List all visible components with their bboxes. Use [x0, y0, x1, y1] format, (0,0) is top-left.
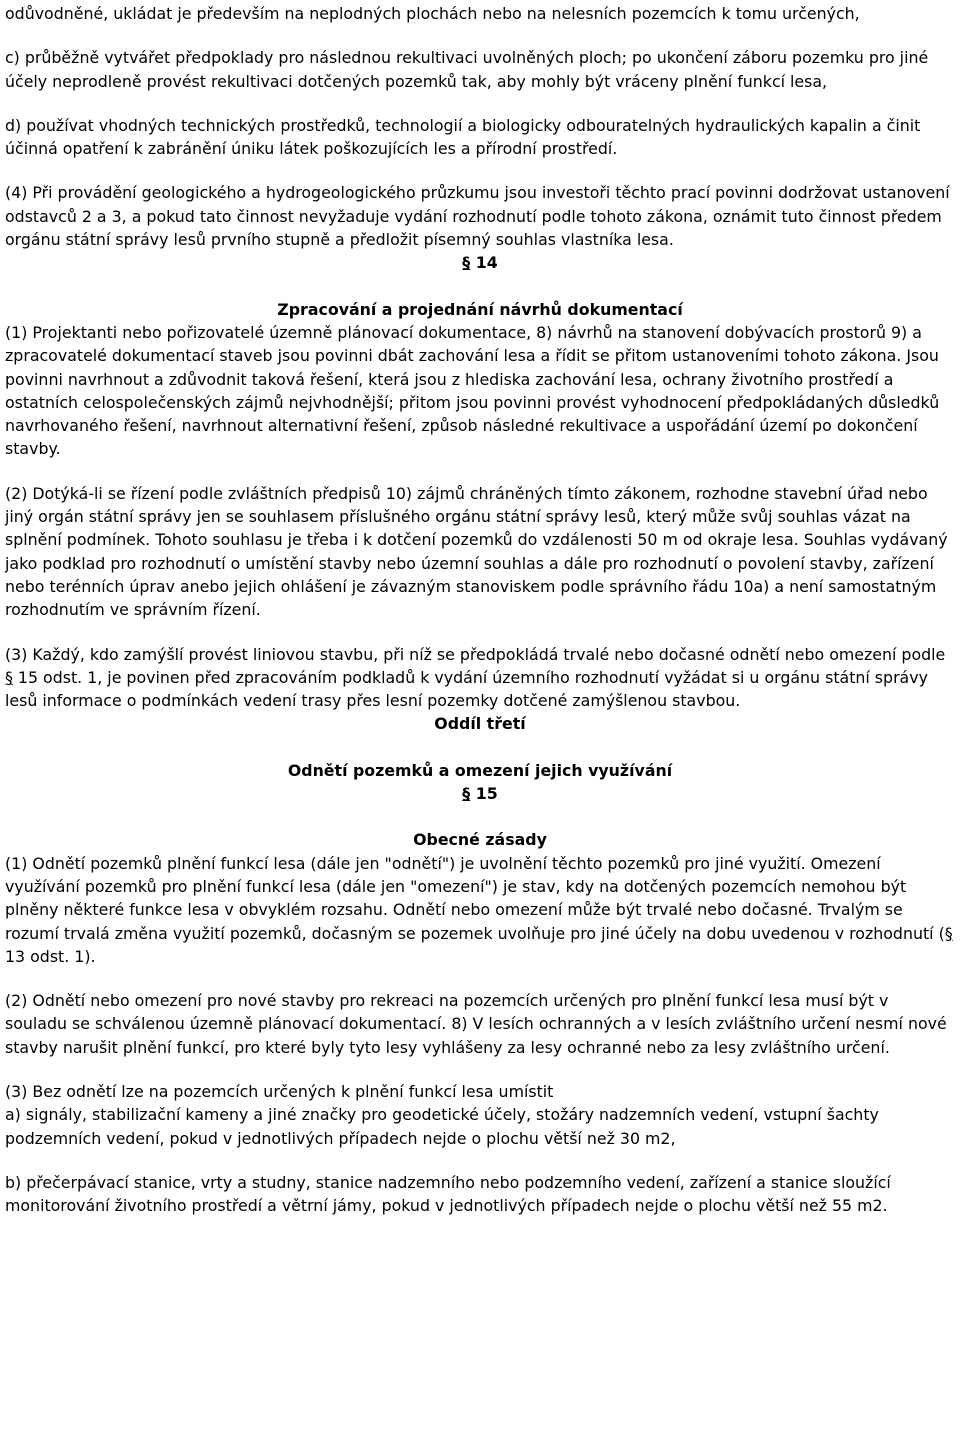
division-heading: Oddíl třetí	[434, 714, 526, 734]
paragraph-15-3-item-b: b) přečerpávací stanice, vrty a studny, stanice nadzemního nebo podzemního vedení, zařízení a stanice sloužící monitorování životního prostředí a větrní jámy, pokud v jednotlivých případech nejde o plochu větší než 55 m2.	[5, 1172, 891, 1216]
document-page	[5, 2, 955, 1217]
paragraph-15-2: (2) Odnětí nebo omezení pro nové stavby pro rekreaci na pozemcích určených pro plnění funkcí lesa musí být v souladu se schválenou územně plánovací dokumentací. 8) V lesích ochranných a v lesích zvláštního určení nesmí nové stavby narušit plnění funkcí, pro které byly tyto lesy vyhlášeny za lesy ochranné nebo za lesy zvláštního určení.	[5, 991, 947, 1057]
paragraph-14-2: (2) Dotýká-li se řízení podle zvláštních předpisů 10) zájmů chráněných tímto zákonem, rozhodne stavební úřad nebo jiný orgán státní správy jen se souhlasem příslušného orgánu státní správy lesů, který může svůj souhlas vázat na splnění podmínek. Tohoto souhlasu je třeba i k dotčení pozemků do vzdálenosti 50 m od okraje lesa. Souhlas vydávaný jako podklad pro rozhodnutí o umístění stavby nebo územní souhlas a dále pro rozhodnutí o povolení stavby, zařízení nebo terénních úprav anebo jejich ohlášení je závazným stanoviskem podle správního řádu 10a) a není samostatným rozhodnutím ve správním řízení.	[5, 483, 948, 620]
section-15-number	[5, 782, 955, 805]
paragraph-15-1-start: (1) Odnětí pozemků plnění funkcí lesa (dále jen "odnětí") je uvolnění těchto pozemků pro jiné využití. Omezení využívání pozemků pro plnění funkcí lesa (dále jen "omezení") je stav, kdy na dotčených pozemcích nemohou být plněny některé funkce lesa v obvyklém rozsahu. Odnětí nebo omezení může být trvalé nebo dočasné. Trvalým se rozumí trvalá změna využití pozemků, dočasným se pozemek uvolňuje pro jiné účely na dobu uvedenou v rozhodnutí (	[5, 853, 945, 943]
division-title: Odnětí pozemků a omezení jejich využívání	[287, 760, 673, 780]
paragraph-14-3-start: (3) Každý, kdo zamýšlí provést liniovou stavbu, při níž se předpokládá trvalé nebo dočasné odnětí nebo omezení podle	[5, 644, 946, 664]
paragraph-item-c: c) průběžně vytvářet předpoklady pro následnou rekultivaci uvolněných ploch; po ukončení záboru pozemku pro jiné účely neprodleně provést rekultivaci dotčených pozemků tak, aby mohly být vráceny plnění funkcí lesa,	[5, 48, 929, 91]
paragraph-15-3-item-a: a) signály, stabilizační kameny a jiné značky pro geodetické účely, stožáry nadzemních vedení, vstupní šachty podzemních vedení, pokud v jednotlivých případech nejde o plochu větší než 30 m2,	[5, 1105, 879, 1148]
section-sign: §	[462, 784, 471, 804]
paragraph-15-1	[5, 852, 955, 968]
section-sign-link[interactable]: §	[5, 667, 13, 687]
paragraph-item-d: d) používat vhodných technických prostředků, technologií a biologicky odbouratelných hydraulických kapalin a činit účinná opatření k zabránění úniku látek poškozujících les a přírodní prostředí.	[5, 115, 921, 159]
section-sign: §	[462, 253, 471, 273]
paragraph-14-1: (1) Projektanti nebo pořizovatelé územně plánovací dokumentace, 8) návrhů na stanovení dobývacích prostorů 9) a zpracovatelé dokumentací staveb jsou povinni dbát zachování lesa a řídit se přitom ustanoveními tohoto zákona. Jsou povinni navrhnout a zdůvodnit taková řešení, která jsou z hlediska zachování lesa, ochrany životního prostředí a ostatních celospolečenských zájmů nejvhodnější; přitom jsou povinni provést vyhodnocení předpokládaných důsledků navrhovaného řešení, navrhnout alternativní řešení, způsob následné rekultivace a uspořádání území po dokončení stavby.	[5, 322, 940, 459]
section-14-number	[5, 251, 955, 274]
section-14-heading: Zpracování a projednání návrhů dokumentací	[277, 299, 683, 319]
paragraph-14-3-end: 15 odst. 1, je povinen před zpracováním podkladů k vydání územního rozhodnutí vyžádat si u orgánu státní správy lesů informace o podmínkách vedení trasy přes lesní pozemky dotčené zamýšlenou stavbou.	[5, 667, 928, 711]
paragraph-15-3-intro: (3) Bez odnětí lze na pozemcích určených k plnění funkcí lesa umístit	[5, 1081, 554, 1101]
paragraph-15-1-end: 13 odst. 1).	[5, 946, 96, 966]
section-sign-link[interactable]: §	[944, 923, 953, 943]
section-15-label: 15	[470, 784, 498, 804]
paragraph-continuation: odůvodněné, ukládat je především na neplodných plochách nebo na nelesních pozemcích k tomu určených,	[5, 4, 860, 23]
section-14-label: 14	[470, 253, 498, 273]
paragraph-section-4: (4) Při provádění geologického a hydrogeologického průzkumu jsou investoři těchto prací povinni dodržovat ustanovení odstavců 2 a 3, a pokud tato činnost nevyžaduje vydání rozhodnutí podle tohoto zákona, oznámit tuto činnost předem orgánu státní správy lesů prvního stupně a předložit písemný souhlas vlastníka lesa.	[5, 183, 950, 250]
paragraph-14-3	[5, 643, 955, 713]
section-15-heading: Obecné zásady	[413, 830, 547, 850]
